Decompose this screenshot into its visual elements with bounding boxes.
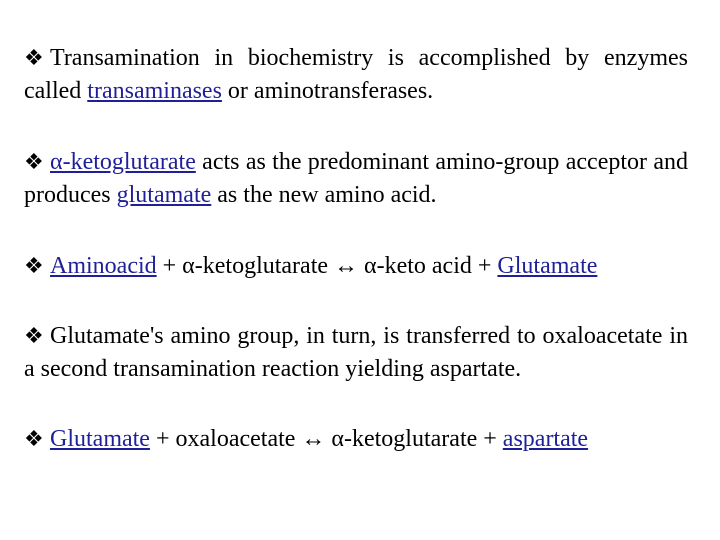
reaction-text: + oxaloacetate ↔ α-ketoglutarate + [149,426,503,452]
bullet-transamination-definition [24,42,688,108]
link-glutamate[interactable]: Glutamate [50,426,150,452]
diamond-bullet-icon: ❖ [24,324,44,349]
bullet-text: Glutamate's amino group, in turn, is transferred to oxaloacetate in a second transamination reaction yielding aspartate. [24,323,688,382]
slide-content [24,42,688,456]
link-transaminases[interactable]: transaminases [87,78,222,104]
bullet-alpha-ketoglutarate-acceptor [24,146,688,212]
link-alpha-ketoglutarate[interactable]: α-ketoglutarate [50,149,196,175]
diamond-bullet-icon: ❖ [24,254,44,279]
diamond-bullet-icon: ❖ [24,46,44,71]
bullet-text: as the new amino acid. [211,182,437,208]
bullet-text: or aminotransferases. [221,78,434,104]
link-glutamate[interactable]: Glutamate [497,253,598,279]
link-aminoacid[interactable]: Aminoacid [50,253,157,279]
link-glutamate[interactable]: glutamate [116,182,212,208]
bullet-text: Transamination in biochemistry is accomplished by enzymes called [24,45,688,104]
bullet-reaction-1 [24,250,688,283]
reaction-text: + α-ketoglutarate ↔ α-keto acid + [156,253,498,279]
bullet-text: acts as the predominant amino-group acceptor and produces [24,149,688,208]
bullet-reaction-2 [24,423,688,456]
diamond-bullet-icon: ❖ [24,150,44,175]
link-aspartate[interactable]: aspartate [502,426,589,452]
bullet-second-transamination [24,320,688,386]
diamond-bullet-icon: ❖ [24,427,44,452]
